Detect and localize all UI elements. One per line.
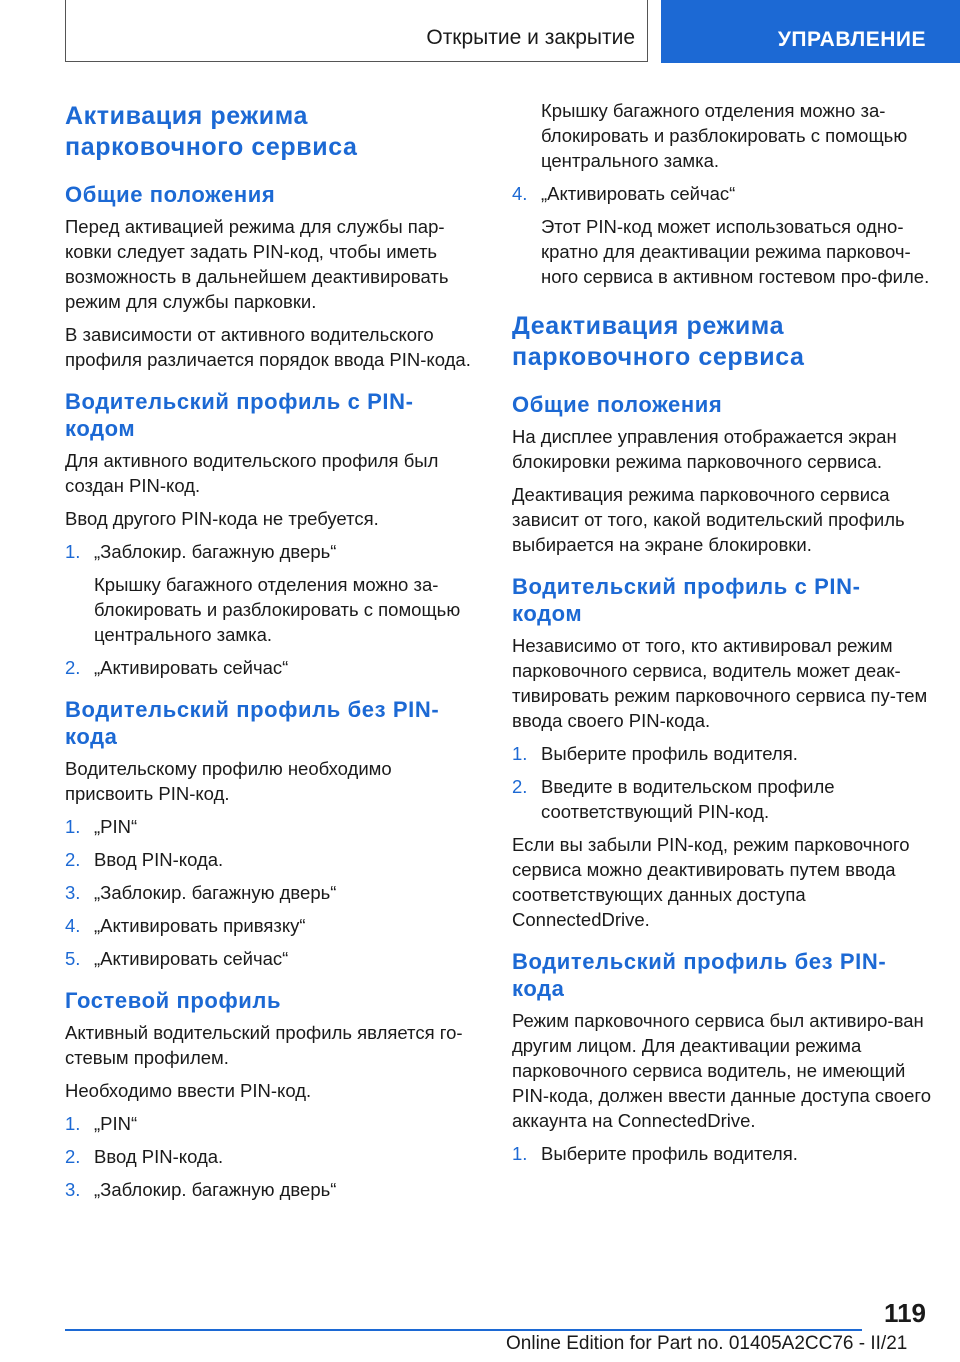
guest-heading: Гостевой профиль (65, 988, 282, 1013)
list-item (512, 181, 932, 289)
step-text: „Активировать сейчас“ (94, 948, 289, 969)
step-text: „Заблокир. багажную дверь“ (94, 541, 337, 562)
guest-paragraph-1: Активный водительский профиль является го-стевым профилем. (65, 1022, 463, 1068)
step-text: Ввод PIN-кода. (94, 849, 224, 870)
list-item (65, 539, 483, 647)
list-item (512, 1141, 932, 1166)
no-pin-paragraph-1: Водительскому профилю необходимо присвоить PIN-код. (65, 758, 392, 804)
general-heading: Общие положения (512, 392, 723, 417)
no-pin-steps (512, 1141, 932, 1166)
step-number: 2. (65, 657, 81, 678)
header-section-title: Открытие и закрытие (426, 26, 635, 49)
no-pin-heading: Водительский профиль без PIN- кода (512, 949, 887, 1001)
list-item (512, 741, 932, 766)
right-column (512, 98, 932, 1174)
no-pin-heading: Водительский профиль без PIN- кода (65, 697, 440, 749)
guest-steps (65, 1111, 483, 1202)
no-pin-steps (65, 814, 483, 971)
general-paragraph-1: Перед активацией режима для службы пар-ковки следует задать PIN-код, чтобы иметь возможность в дальнейшем деактивировать режим для службы парковки. (65, 216, 449, 312)
list-item (65, 1177, 483, 1202)
step-number: 2. (65, 849, 81, 870)
list-item (65, 946, 483, 971)
page-number: 119 (884, 1298, 926, 1328)
step-number: 1. (65, 1113, 81, 1134)
deactivation-title: Деактивация режима парковочного сервиса (512, 312, 805, 371)
with-pin-heading: Водительский профиль с PIN- кодом (512, 574, 861, 626)
step-text: „PIN“ (94, 1113, 138, 1134)
list-item (65, 814, 483, 839)
list-item (65, 655, 483, 680)
general-paragraph-2: Деактивация режима парковочного сервиса зависит от того, какой водительский профиль выбирается на экране блокировки. (512, 484, 905, 555)
list-item (65, 880, 483, 905)
with-pin-paragraph-2: Если вы забыли PIN-код, режим парковочного сервиса можно деактивировать путем ввода соответствующих данных доступа ConnectedDrive. (512, 834, 910, 930)
step-text: Ввод PIN-кода. (94, 1146, 224, 1167)
general-paragraph-2: В зависимости от активного водительского профиля различается порядок ввода PIN-кода. (65, 324, 471, 370)
step-number: 3. (65, 882, 81, 903)
with-pin-steps (512, 741, 932, 824)
step-note: Этот PIN-код может использоваться одно-кратно для деактивации режима парковоч-ного сервиса в активном гостевом про-филе. (541, 216, 930, 287)
continued-step-note: Крышку багажного отделения можно за-блокировать и разблокировать с помощью центрального замка. (541, 100, 908, 171)
step-text: „Заблокир. багажную дверь“ (94, 882, 337, 903)
step-number: 2. (512, 776, 528, 797)
step-text: „Активировать сейчас“ (94, 657, 289, 678)
step-text: Выберите профиль водителя. (541, 1143, 798, 1164)
list-item (65, 1144, 483, 1169)
with-pin-paragraph-1: Независимо от того, кто активировал режим парковочного сервиса, водитель может деак-тивировать режим парковочного сервиса пу-тем ввода своего PIN-кода. (512, 635, 928, 731)
list-item (65, 847, 483, 872)
activation-title: Активация режима парковочного сервиса (65, 102, 358, 161)
step-text: „Активировать сейчас“ (541, 183, 736, 204)
with-pin-paragraph-2: Ввод другого PIN-кода не требуется. (65, 508, 379, 529)
step-number: 2. (65, 1146, 81, 1167)
step-text: Введите в водительском профиле соответствующий PIN-код. (541, 776, 835, 822)
list-item (65, 1111, 483, 1136)
step-text: „Активировать привязку“ (94, 915, 306, 936)
list-item (65, 913, 483, 938)
left-column (65, 101, 483, 1210)
header-chapter-title: УПРАВЛЕНИЕ (777, 28, 926, 51)
with-pin-heading: Водительский профиль с PIN- кодом (65, 389, 414, 441)
footer-divider (65, 1329, 862, 1331)
footer-edition: Online Edition for Part no. 01405A2CC76 - II/21 (506, 1333, 908, 1354)
step-number: 1. (65, 541, 81, 562)
step-number: 4. (65, 915, 81, 936)
step-number: 1. (65, 816, 81, 837)
with-pin-paragraph-1: Для активного водительского профиля был создан PIN-код. (65, 450, 439, 496)
header-section-box (65, 0, 648, 62)
header-chapter-tab (661, 0, 960, 63)
general-paragraph-1: На дисплее управления отображается экран блокировки режима парковочного сервиса. (512, 426, 897, 472)
general-heading: Общие положения (65, 182, 276, 207)
step-number: 1. (512, 743, 528, 764)
step-number: 5. (65, 948, 81, 969)
step-number: 3. (65, 1179, 81, 1200)
step-number: 1. (512, 1143, 528, 1164)
step-number: 4. (512, 183, 528, 204)
step-text: Выберите профиль водителя. (541, 743, 798, 764)
step-note: Крышку багажного отделения можно за-блокировать и разблокировать с помощью центрального замка. (94, 574, 461, 645)
guest-paragraph-2: Необходимо ввести PIN-код. (65, 1080, 312, 1101)
step-text: „PIN“ (94, 816, 138, 837)
list-item (512, 774, 932, 824)
no-pin-paragraph-1: Режим парковочного сервиса был активиро-ван другим лицом. Для деактивации режима парковочного сервиса водитель, не имеющий PIN-кода, должен ввести данные доступа своего аккаунта на ConnectedDrive. (512, 1010, 932, 1131)
with-pin-steps (65, 539, 483, 680)
continued-steps (512, 181, 932, 289)
step-text: „Заблокир. багажную дверь“ (94, 1179, 337, 1200)
